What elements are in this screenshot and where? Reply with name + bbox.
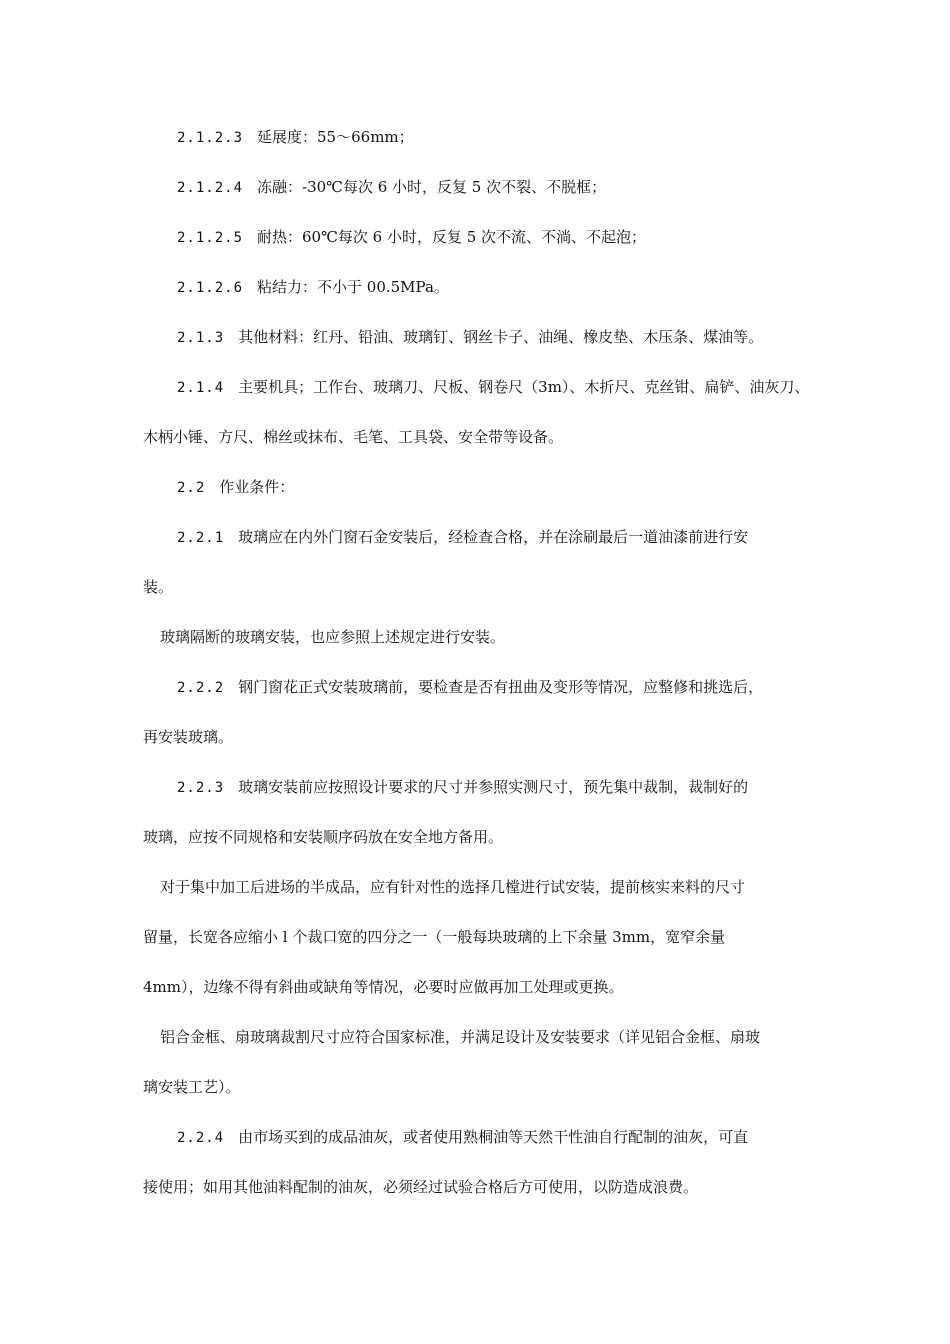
clause-text: 玻璃，应按不同规格和安装顺序码放在安全地方备用。 (143, 828, 504, 846)
clause-number: 2.1.2.4 (177, 180, 244, 196)
clause-number: 2.1.2.6 (177, 280, 244, 296)
paragraph-semi-finished-line-1 (143, 868, 809, 918)
clause-text: 耐热：60℃每次 6 小时，反复 5 次不流、不淌、不起泡； (257, 228, 647, 246)
paragraph-text: 对于集中加工后进场的半成品，应有针对性的选择几樘进行试安装，提前核实来料的尺寸 (160, 878, 746, 896)
clause-text: 木柄小锤、方尺、棉丝或抹布、毛笔、工具袋、安全带等设备。 (143, 428, 564, 446)
clause-number: 2.1.3 (177, 330, 225, 346)
clause-number: 2.1.2.5 (177, 230, 244, 246)
clause-text: 冻融：-30℃每次 6 小时，反复 5 次不裂、不脱框； (257, 178, 607, 196)
clause-2-2-2-continued (143, 718, 809, 768)
clause-2-1-2-4 (143, 168, 809, 218)
clause-2-2-2 (143, 668, 809, 718)
clause-text: 由市场买到的成品油灰，或者使用熟桐油等天然干性油自行配制的油灰，可直 (238, 1128, 749, 1146)
paragraph-text: 4mm），边缘不得有斜曲或缺角等情况，必要时应做再加工处理或更换。 (143, 978, 624, 996)
clause-2-1-2-3 (143, 118, 809, 168)
clause-number: 2.1.2.3 (177, 130, 244, 146)
clause-2-1-2-5 (143, 218, 809, 268)
clause-2-2-4-continued (143, 1168, 809, 1218)
clause-text: 玻璃应在内外门窗石金安装后，经检查合格，并在涂刷最后一道油漆前进行安 (238, 528, 749, 546)
clause-number: 2.2.4 (177, 1130, 225, 1146)
section-2-2-heading (143, 468, 809, 518)
clause-2-2-3-continued (143, 818, 809, 868)
paragraph-aluminum-line-2 (143, 1068, 809, 1118)
clause-text: 延展度：55～66mm； (257, 128, 414, 146)
clause-number: 2.2.1 (177, 530, 225, 546)
paragraph-text: 铝合金框、扇玻璃裁割尺寸应符合国家标准，并满足设计及安装要求（详见铝合金框、扇玻 (160, 1028, 761, 1046)
clause-2-2-3 (143, 768, 809, 818)
document-body (143, 118, 809, 1218)
clause-text: 玻璃安装前应按照设计要求的尺寸并参照实测尺寸，预先集中裁制，裁制好的 (238, 778, 749, 796)
clause-text: 其他材料：红丹、铅油、玻璃钉、钢丝卡子、油绳、橡皮垫、木压条、煤油等。 (238, 328, 764, 346)
clause-2-1-3 (143, 318, 809, 368)
clause-2-1-4-continued (143, 418, 809, 468)
clause-text: 主要机具；工作台、玻璃刀、尺板、钢卷尺（3m）、木折尺、克丝钳、扁铲、油灰刀、 (238, 378, 810, 396)
clause-text: 钢门窗花正式安装玻璃前，要检查是否有扭曲及变形等情况，应整修和挑选后， (238, 678, 764, 696)
clause-2-2-1 (143, 518, 809, 568)
clause-2-1-2-6 (143, 268, 809, 318)
clause-text: 接使用；如用其他油料配制的油灰，必须经过试验合格后方可使用，以防造成浪费。 (143, 1178, 699, 1196)
clause-text: 再安装玻璃。 (143, 728, 234, 746)
paragraph-partition-glass (143, 618, 809, 668)
clause-number: 2.2.3 (177, 780, 225, 796)
paragraph-text: 留量，长宽各应缩小 l 个裁口宽的四分之一（一般每块玻璃的上下余量 3mm，宽窄余量 (143, 928, 726, 946)
paragraph-semi-finished-line-3 (143, 968, 809, 1018)
clause-text: 装。 (143, 578, 174, 596)
section-number: 2.2 (177, 480, 206, 496)
section-title: 作业条件： (219, 478, 295, 496)
paragraph-text: 玻璃隔断的玻璃安装，也应参照上述规定进行安装。 (160, 628, 506, 646)
paragraph-aluminum-line-1 (143, 1018, 809, 1068)
clause-number: 2.1.4 (177, 380, 225, 396)
paragraph-text: 璃安装工艺）。 (143, 1078, 241, 1096)
paragraph-semi-finished-line-2 (143, 918, 809, 968)
clause-text: 粘结力：不小于 00.5MPa。 (257, 278, 449, 296)
clause-number: 2.2.2 (177, 680, 225, 696)
clause-2-2-1-continued (143, 568, 809, 618)
clause-2-2-4 (143, 1118, 809, 1168)
clause-2-1-4 (143, 368, 809, 418)
